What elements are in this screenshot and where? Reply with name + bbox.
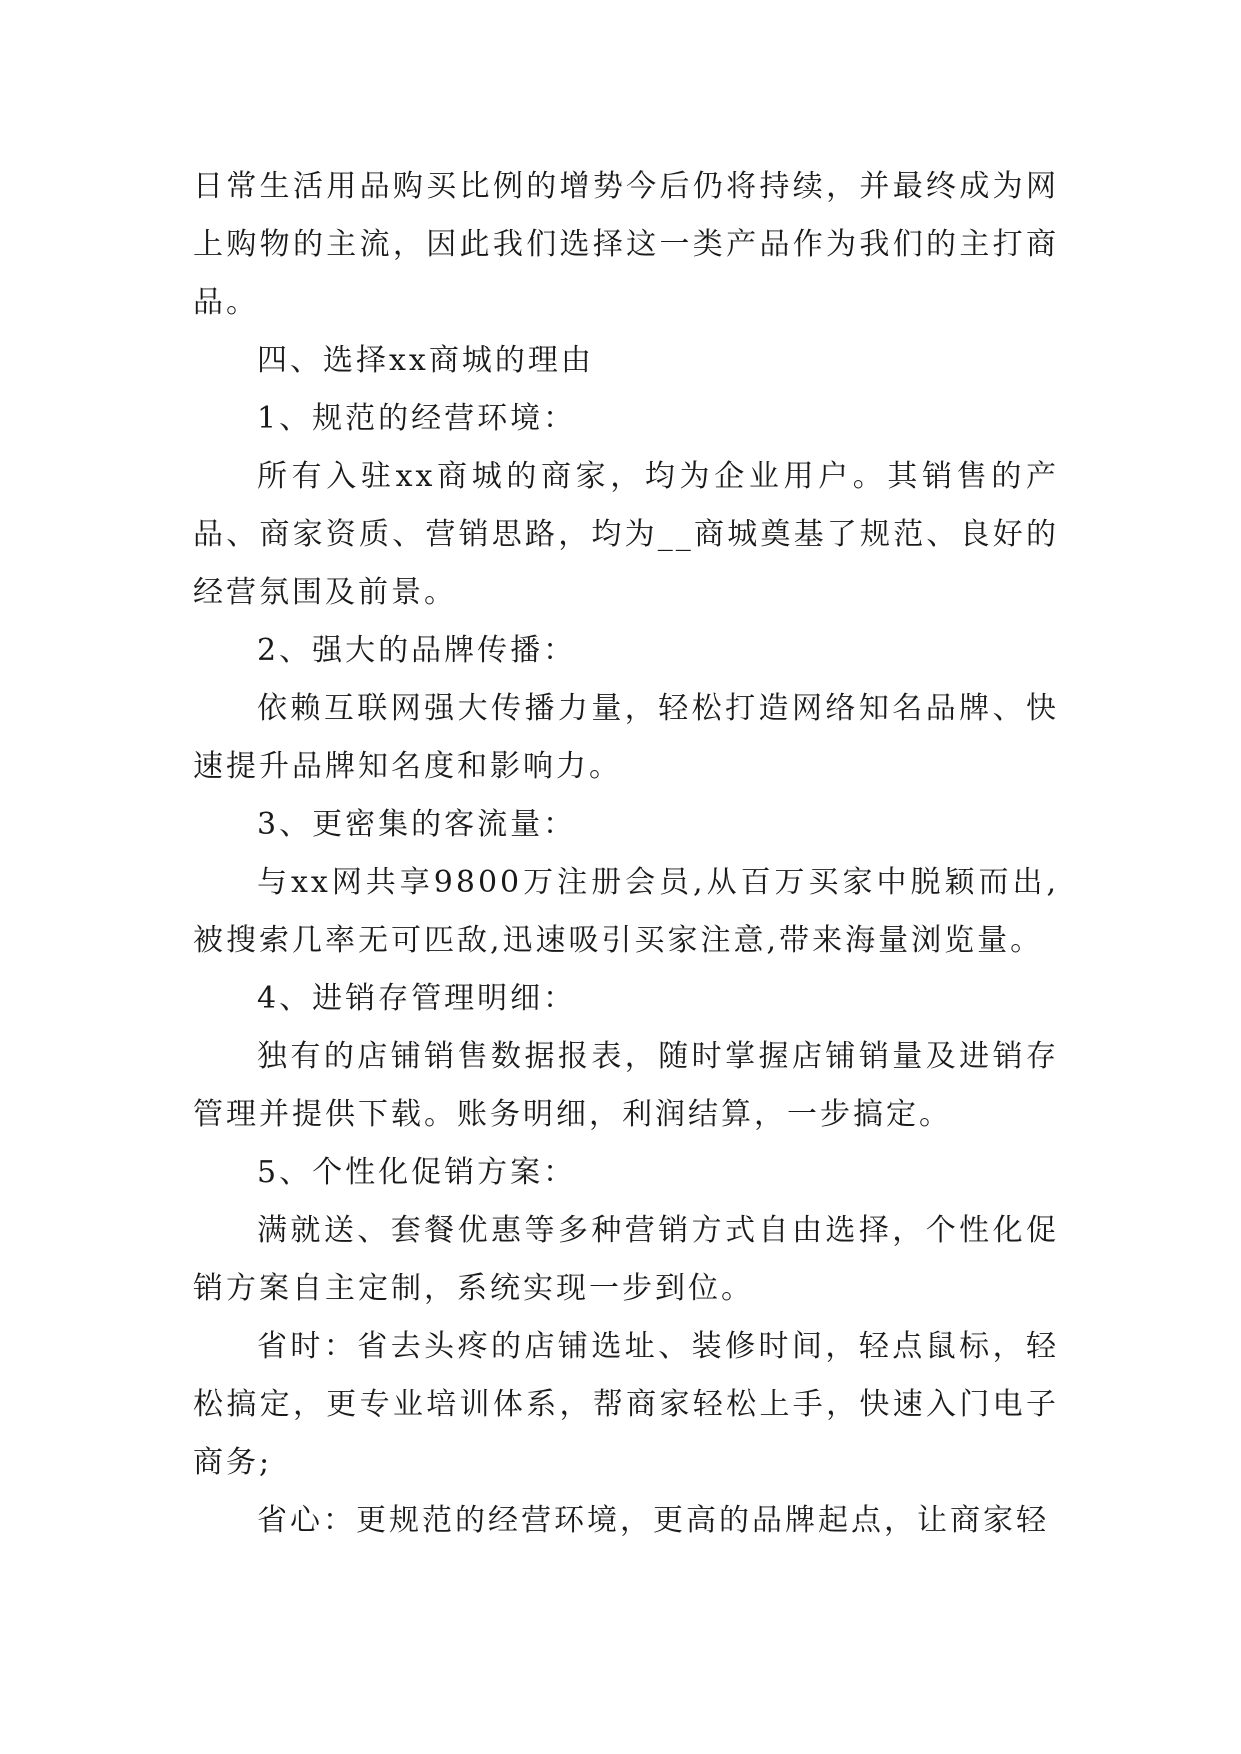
paragraph-environment: 所有入驻xx商城的商家，均为企业用户。其销售的产品、商家资质、营销思路，均为__商城奠基了规范、良好的经营氛围及前景。: [193, 459, 1059, 610]
paragraph-promotion: 满就送、套餐优惠等多种营销方式自由选择，个性化促销方案自主定制，系统实现一步到位。: [193, 1213, 1059, 1306]
section-heading-reasons: 四、选择xx商城的理由: [257, 343, 594, 378]
paragraph-traffic: 与xx网共享9800万注册会员,从百万买家中脱颖而出,被搜索几率无可匹敌,迅速吸引买家注意,带来海量浏览量。: [193, 865, 1059, 958]
document-page: [193, 158, 1059, 1550]
paragraph-inventory: 独有的店铺销售数据报表，随时掌握店铺销量及进销存管理并提供下载。账务明细，利润结算，一步搞定。: [193, 1039, 1059, 1132]
paragraph-save-time: 省时：省去头疼的店铺选址、装修时间，轻点鼠标，轻松搞定，更专业培训体系，帮商家轻松上手，快速入门电子商务;: [193, 1329, 1059, 1480]
subheading-promotion: 5、个性化促销方案：: [257, 1155, 577, 1190]
subheading-traffic: 3、更密集的客流量：: [257, 807, 577, 842]
paragraph-save-effort: 省心：更规范的经营环境，更高的品牌起点，让商家轻: [257, 1503, 1049, 1538]
subheading-brand: 2、强大的品牌传播：: [257, 633, 577, 668]
subheading-environment: 1、规范的经营环境：: [257, 401, 577, 436]
paragraph-brand: 依赖互联网强大传播力量，轻松打造网络知名品牌、快速提升品牌知名度和影响力。: [193, 691, 1059, 784]
paragraph-intro: 日常生活用品购买比例的增势今后仍将持续，并最终成为网上购物的主流，因此我们选择这一类产品作为我们的主打商品。: [193, 169, 1059, 320]
subheading-inventory: 4、进销存管理明细：: [257, 981, 577, 1016]
